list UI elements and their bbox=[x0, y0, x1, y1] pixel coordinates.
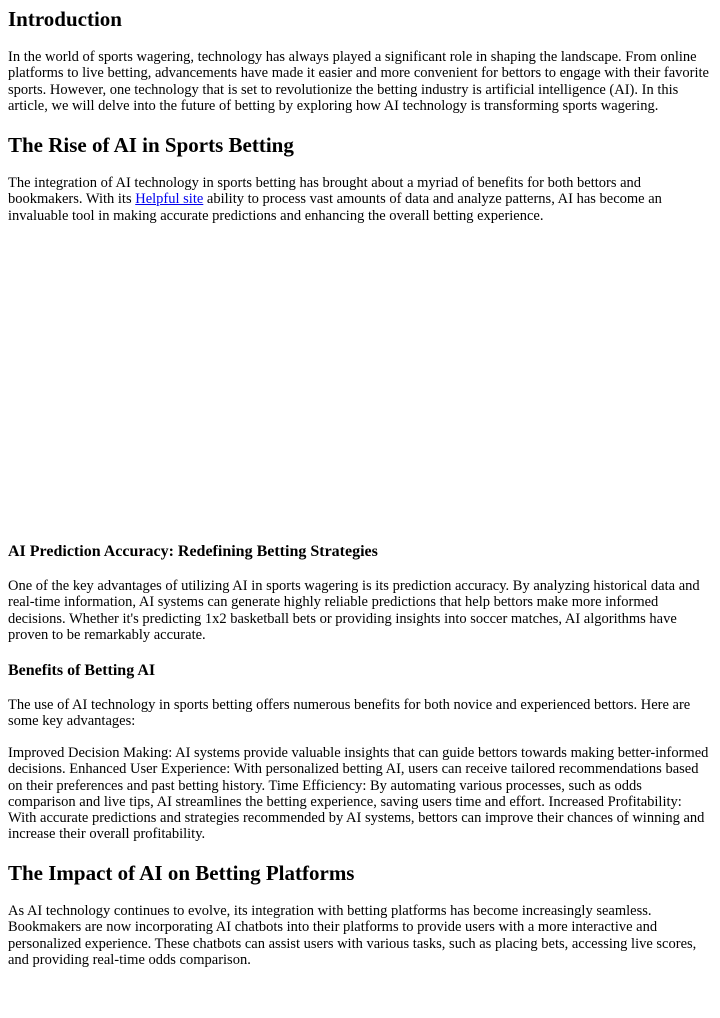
paragraph-benefits-intro: The use of AI technology in sports betting offers numerous benefits for both novice and experienced bettors. Here are some key advantages: bbox=[8, 697, 691, 730]
rise-text-before-link: The integration of AI technology in sports betting has brought about a myriad of benefits for both bettors and bookmakers. With its bbox=[8, 175, 642, 208]
paragraph-prediction-accuracy: One of the key advantages of utilizing AI in sports wagering is its prediction accuracy. By analyzing historical data and real-time information, AI systems can generate highly reliable predictions that help bettors make more informed decisions. Whether it's predicting 1x2 basketball bets or providing insights into soccer matches, AI algorithms have proven to be remarkably accurate. bbox=[8, 578, 700, 643]
blank-image-area bbox=[8, 232, 712, 532]
paragraph-rise-of-ai bbox=[8, 175, 712, 224]
heading-prediction-accuracy: AI Prediction Accuracy: Redefining Betting Strategies bbox=[8, 543, 378, 560]
heading-introduction: Introduction bbox=[8, 7, 122, 31]
paragraph-advantages: Improved Decision Making: AI systems provide valuable insights that can guide bettors towards making better-informed decisions. Enhanced User Experience: With personalized betting AI, users can receive tailored recommendations based on their preferences and past betting history. Time Efficiency: By automating various processes, such as odds comparison and live tips, AI streamlines the betting experience, saving users time and effort. Increased Profitability: With accurate predictions and strategies recommended by AI systems, bettors can improve their chances of winning and increase their overall profitability. bbox=[8, 745, 709, 843]
heading-impact-on-platforms: The Impact of AI on Betting Platforms bbox=[8, 861, 355, 885]
rise-text-after-link: ability to process vast amounts of data and analyze patterns, AI has become an invaluable tool in making accurate predictions and enhancing the overall betting experience. bbox=[8, 191, 662, 224]
paragraph-impact-on-platforms: As AI technology continues to evolve, its integration with betting platforms has become increasingly seamless. Bookmakers are now incorporating AI chatbots into their platforms to provide users with a more interactive and personalized experience. These chatbots can assist users with various tasks, such as placing bets, accessing live scores, and providing real-time odds comparison. bbox=[8, 903, 697, 968]
paragraph-introduction: In the world of sports wagering, technology has always played a significant role in shaping the landscape. From online platforms to live betting, advancements have made it easier and more convenient for bettors to engage with their favorite sports. However, one technology that is set to revolutionize the betting industry is artificial intelligence (AI). In this article, we will delve into the future of betting by exploring how AI technology is transforming sports wagering. bbox=[8, 49, 709, 114]
heading-rise-of-ai: The Rise of AI in Sports Betting bbox=[8, 133, 294, 157]
helpful-site-link[interactable]: Helpful site bbox=[135, 191, 204, 208]
heading-benefits: Benefits of Betting AI bbox=[8, 662, 156, 679]
